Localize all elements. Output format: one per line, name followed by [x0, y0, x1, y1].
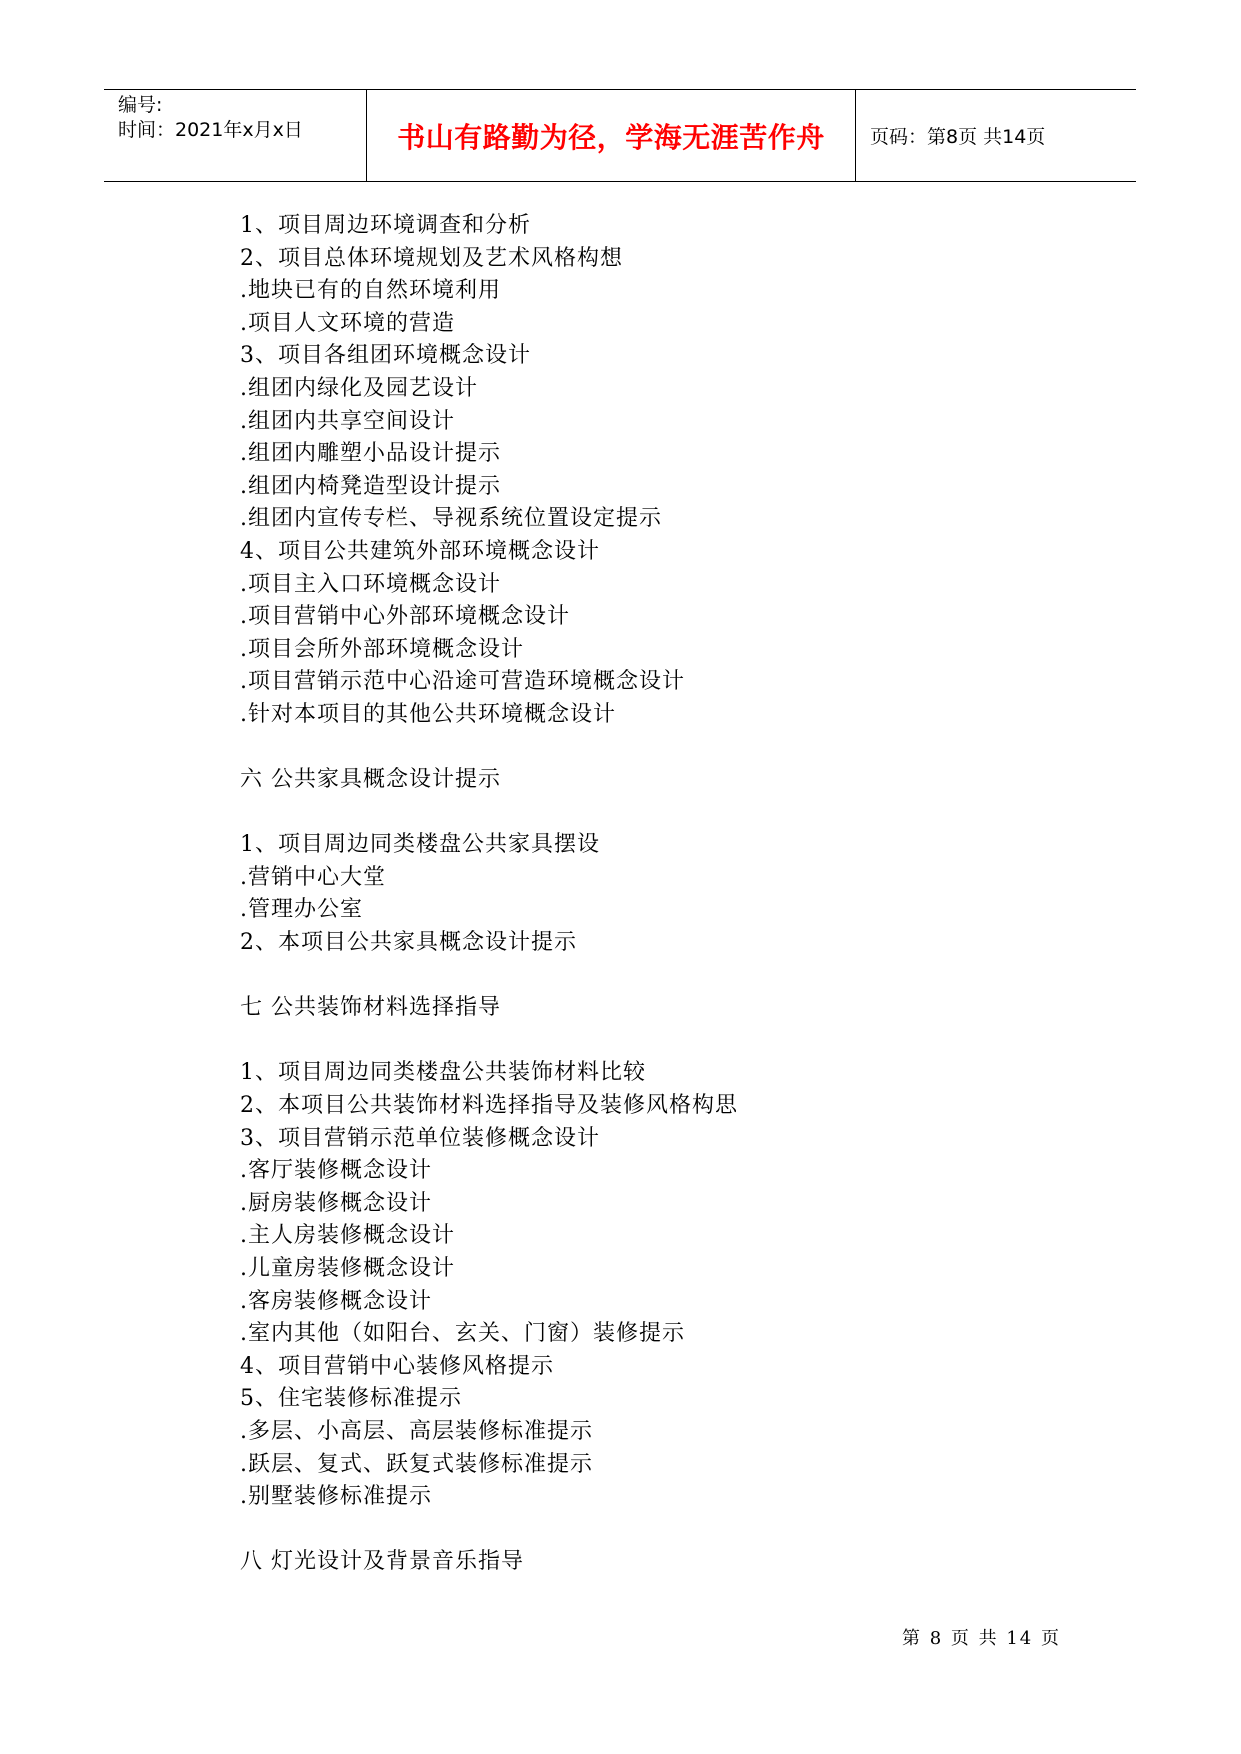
page-footer: 第 8 页 共 14 页	[902, 1628, 1061, 1649]
content-line: .客房装修概念设计	[240, 1288, 432, 1314]
blank-line	[240, 732, 1100, 765]
content-line: .组团内宣传专栏、导视系统位置设定提示	[240, 506, 662, 532]
content-line: 1、项目周边环境调查和分析	[240, 213, 531, 238]
content-line: .厨房装修概念设计	[240, 1190, 432, 1216]
header-meta	[104, 90, 366, 181]
header-page-cell	[856, 90, 1136, 181]
header-page-number: 页码：第8页 共14页	[870, 126, 1046, 148]
document-time-label: 时间：2021年x月x日	[118, 119, 303, 141]
content-line: .主人房装修概念设计	[240, 1223, 455, 1249]
content-line: .跃层、复式、跃复式装修标准提示	[240, 1451, 593, 1477]
content-line: .项目营销示范中心沿途可营造环境概念设计	[240, 669, 685, 695]
content-line: .项目会所外部环境概念设计	[240, 636, 524, 662]
content-line: .客厅装修概念设计	[240, 1158, 432, 1184]
content-line: 六 公共家具概念设计提示	[240, 767, 501, 793]
content-line: 1、项目周边同类楼盘公共装饰材料比较	[240, 1060, 646, 1086]
content-line: .多层、小高层、高层装修标准提示	[240, 1418, 593, 1444]
content-line: 1、项目周边同类楼盘公共家具摆设	[240, 832, 600, 858]
content-line: .儿童房装修概念设计	[240, 1256, 455, 1281]
document-body	[240, 210, 1100, 1579]
content-line: .项目营销中心外部环境概念设计	[240, 604, 570, 630]
content-line: 2、本项目公共家具概念设计提示	[240, 930, 577, 956]
document-number-label: 编号:	[118, 94, 163, 116]
content-line: 5、住宅装修标准提示	[240, 1386, 462, 1412]
content-line: .营销中心大堂	[240, 864, 386, 890]
content-line: 4、项目公共建筑外部环境概念设计	[240, 538, 600, 564]
content-line: 2、项目总体环境规划及艺术风格构想	[240, 245, 623, 271]
content-line: 七 公共装饰材料选择指导	[240, 995, 501, 1021]
page-header	[104, 89, 1136, 182]
header-motto-cell	[366, 90, 856, 181]
content-line: .组团内椅凳造型设计提示	[240, 473, 501, 499]
content-line: .项目主入口环境概念设计	[240, 571, 501, 597]
blank-line	[240, 960, 1100, 993]
content-line: .组团内雕塑小品设计提示	[240, 441, 501, 467]
header-motto: 书山有路勤为径，学海无涯苦作舟	[397, 120, 825, 154]
content-line: .管理办公室	[240, 897, 363, 923]
content-line: .室内其他（如阳台、玄关、门窗）装修提示	[240, 1321, 685, 1347]
blank-line	[240, 1025, 1100, 1058]
content-line: 3、项目营销示范单位装修概念设计	[240, 1125, 600, 1151]
content-line: .组团内绿化及园艺设计	[240, 375, 478, 401]
content-line: .组团内共享空间设计	[240, 408, 455, 434]
blank-line	[240, 1514, 1100, 1547]
content-line: .项目人文环境的营造	[240, 310, 455, 336]
content-line: 3、项目各组团环境概念设计	[240, 343, 531, 369]
content-line: 八 灯光设计及背景音乐指导	[240, 1549, 524, 1575]
content-line: .针对本项目的其他公共环境概念设计	[240, 701, 616, 727]
content-line: .别墅装修标准提示	[240, 1484, 432, 1510]
content-line: 2、本项目公共装饰材料选择指导及装修风格构思	[240, 1093, 738, 1119]
blank-line	[240, 797, 1100, 830]
content-line: .地块已有的自然环境利用	[240, 278, 501, 304]
content-line: 4、项目营销中心装修风格提示	[240, 1353, 554, 1379]
